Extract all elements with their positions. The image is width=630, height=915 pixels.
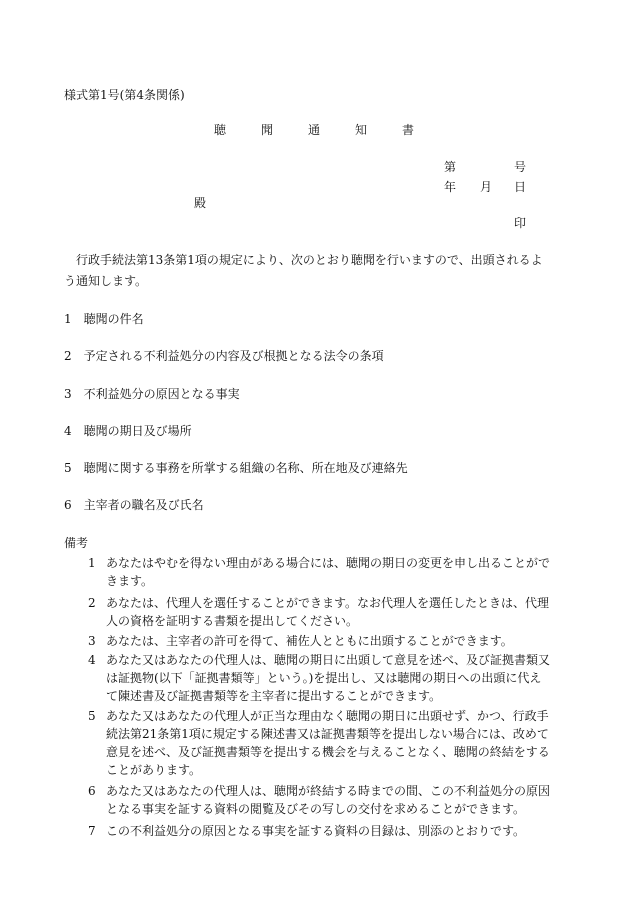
- note-number: 1: [88, 556, 96, 570]
- note-number: 5: [88, 709, 96, 723]
- note-item: [88, 632, 552, 650]
- addressee-suffix: 殿: [194, 196, 207, 210]
- note-number: 6: [88, 784, 96, 798]
- note-text: あなた又はあなたの代理人が正当な理由なく聴聞の期日に出頭せず、かつ、行政手続法第21条第1項に規定する陳述書又は証拠書類等を提出しない場合には、改めて意見を述べ、及び証拠書類等を提出する機会を与えることなく、聴聞の終結をすることがあります。: [106, 709, 550, 777]
- title-char: 通: [308, 123, 321, 137]
- item-number: 3: [64, 387, 72, 401]
- date-year: 年: [444, 180, 457, 194]
- number-dai: 第: [444, 160, 457, 174]
- note-item: [88, 651, 552, 705]
- note-number: 4: [88, 653, 96, 667]
- title-char: 知: [355, 123, 368, 137]
- item-number: 2: [64, 349, 72, 363]
- item-number: 6: [64, 498, 72, 512]
- note-text: あなたはやむを得ない理由がある場合には、聴聞の期日の変更を申し出ることができます。: [106, 556, 551, 588]
- title-char: 聴: [214, 123, 227, 137]
- note-number: 2: [88, 596, 96, 610]
- list-item: [64, 462, 408, 474]
- list-item: [64, 388, 240, 400]
- note-item: [88, 822, 552, 840]
- note-item: [88, 782, 552, 818]
- list-item: [64, 499, 204, 511]
- date-day: 日: [514, 180, 527, 194]
- item-text: 聴聞の件名: [83, 312, 144, 326]
- note-item: [88, 554, 552, 590]
- note-text: あなたは、代理人を選任することができます。なお代理人を選任したときは、代理人の資格を証明する書類を提出してください。: [106, 596, 550, 628]
- item-text: 聴聞の期日及び場所: [83, 424, 192, 438]
- note-item: [88, 594, 552, 630]
- note-number: 3: [88, 634, 96, 648]
- item-text: 聴聞に関する事務を所掌する組織の名称、所在地及び連絡先: [83, 461, 408, 475]
- item-text: 予定される不利益処分の内容及び根拠となる法令の条項: [83, 349, 384, 363]
- item-text: 主宰者の職名及び氏名: [83, 498, 204, 512]
- number-go: 号: [514, 160, 527, 174]
- intro-paragraph: 行政手続法第13条第1項の規定により、次のとおり聴聞を行いますので、出頭されるよう通知します。: [64, 253, 543, 288]
- list-item: [64, 425, 192, 437]
- item-number: 4: [64, 424, 72, 438]
- note-text: あなた又はあなたの代理人は、聴聞が終結する時までの間、この不利益処分の原因となる事実を証する資料の閲覧及びその写しの交付を求めることができます。: [106, 784, 551, 816]
- notes-heading: 備考: [64, 536, 89, 550]
- item-text: 不利益処分の原因となる事実: [83, 387, 240, 401]
- document-title: [214, 124, 416, 136]
- item-number: 5: [64, 461, 72, 475]
- date-month: 月: [480, 180, 493, 194]
- list-item: [64, 313, 144, 325]
- note-item: [88, 707, 552, 779]
- note-number: 7: [88, 824, 96, 838]
- title-char: 書: [402, 123, 415, 137]
- list-item: [64, 350, 384, 362]
- title-char: 聞: [261, 123, 274, 137]
- note-text: あなた又はあなたの代理人は、聴聞の期日に出頭して意見を述べ、及び証拠書類又は証拠物(以下「証拠書類等」という。)を提出し、又は聴聞の期日への出頭に代えて陳述書及び証拠書類等を主宰者に提出することができます。: [106, 653, 551, 703]
- form-label: 様式第1号(第4条関係): [64, 88, 185, 102]
- seal-mark: 印: [514, 216, 527, 230]
- note-text: この不利益処分の原因となる事実を証する資料の目録は、別添のとおりです。: [106, 824, 526, 838]
- item-number: 1: [64, 312, 72, 326]
- note-text: あなたは、主宰者の許可を得て、補佐人とともに出頭することができます。: [106, 634, 513, 648]
